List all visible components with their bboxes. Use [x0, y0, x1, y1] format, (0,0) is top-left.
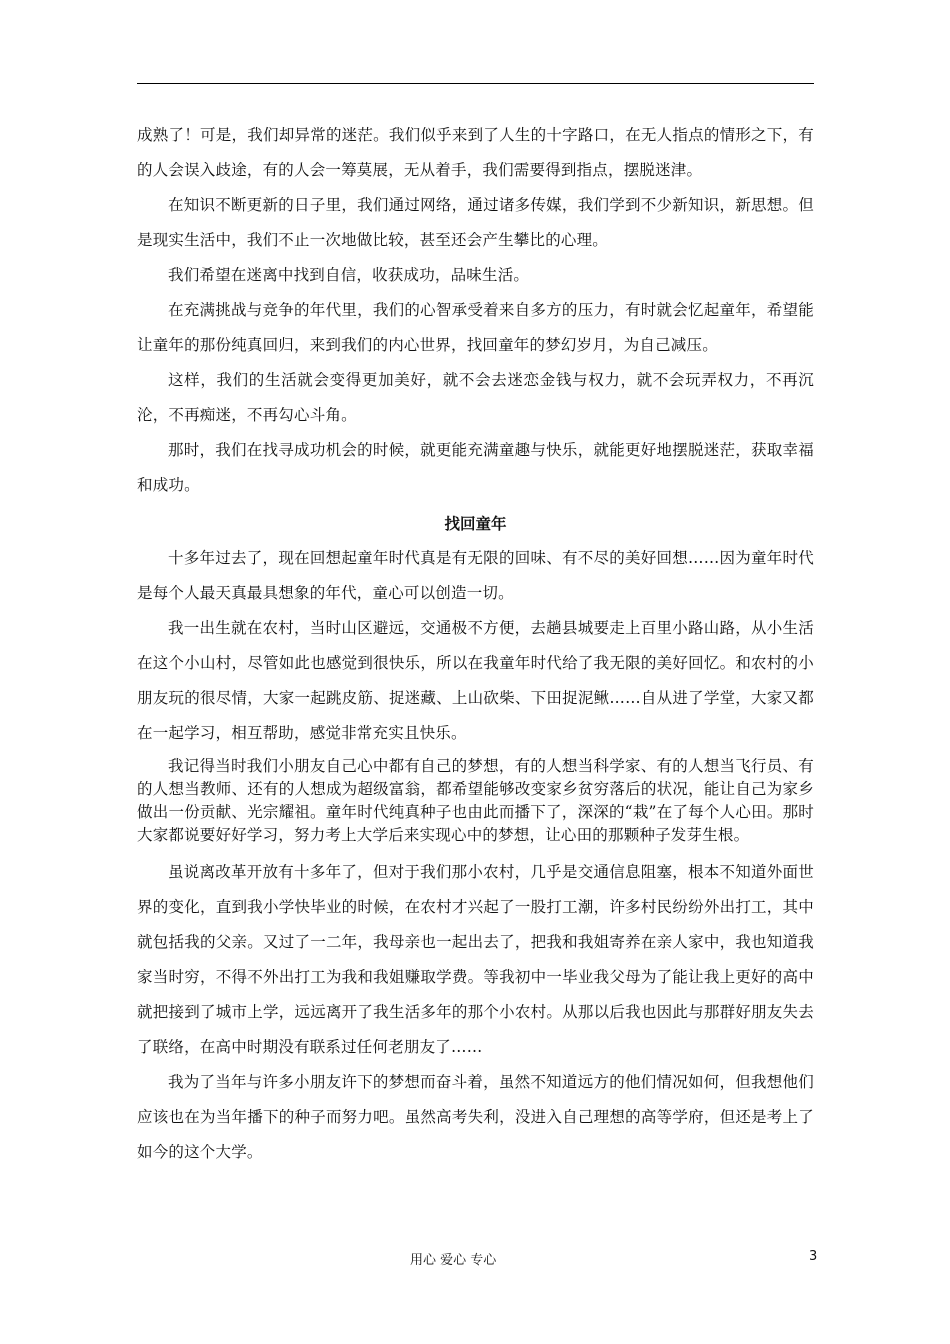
section-title: 找回童年: [444, 515, 507, 533]
paragraph: 在充满挑战与竞争的年代里，我们的心智承受着来自多方的压力，有时就会忆起童年，希望能让童年的那份纯真回归，来到我们的内心世界，找回童年的梦幻岁月，为自己减压。: [137, 301, 814, 354]
header-rule: [137, 83, 814, 84]
paragraph: 成熟了！可是，我们却异常的迷茫。我们似乎来到了人生的十字路口，在无人指点的情形之下，有的人会误入歧途，有的人会一筹莫展，无从着手，我们需要得到指点，摆脱迷津。: [137, 126, 814, 179]
paragraph: 这样，我们的生活就会变得更加美好，就不会去迷恋金钱与权力，就不会玩弄权力，不再沉沦，不再痴迷，不再勾心斗角。: [137, 371, 814, 424]
paragraph: 我们希望在迷离中找到自信，收获成功，品味生活。: [168, 266, 530, 284]
paragraph: 虽说离改革开放有十多年了，但对于我们那小农村，几乎是交通信息阻塞，根本不知道外面世界的变化，直到我小学快毕业的时候，在农村才兴起了一股打工潮，许多村民纷纷外出打工，其中就包括我的父亲。又过了一二年，我母亲也一起出去了，把我和我姐寄养在亲人家中，我也知道我家当时穷，不得不外出打工为我和我姐赚取学费。等我初中一毕业我父母为了能让我上更好的高中就把接到了城市上学，远远离开了我生活多年的那个小农村。从那以后我也因此与那群好朋友失去了联络，在高中时期没有联系过任何老朋友了……: [137, 863, 814, 1056]
paragraph: 我一出生就在农村，当时山区避远，交通极不方便，去趟县城要走上百里小路山路，从小生活在这个小山村，尽管如此也感觉到很快乐，所以在我童年时代给了我无限的美好回忆。和农村的小朋友玩的很尽情，大家一起跳皮筋、捉迷藏、上山砍柴、下田捉泥鳅……自从进了学堂，大家又都在一起学习，相互帮助，感觉非常充实且快乐。: [137, 619, 814, 742]
paragraph: 那时，我们在找寻成功机会的时候，就更能充满童趣与快乐，就能更好地摆脱迷茫，获取幸福和成功。: [137, 441, 814, 494]
paragraph: 我记得当时我们小朋友自己心中都有自己的梦想，有的人想当科学家、有的人想当飞行员、有的人想当教师、还有的人想成为超级富翁，都希望能够改变家乡贫穷落后的状况，能让自己为家乡做出一份贡献、光宗耀祖。童年时代纯真种子也由此而播下了，深深的“栽”在了每个人心田。那时大家都说要好好学习，努力考上大学后来实现心中的梦想，让心田的那颗种子发芽生根。: [137, 757, 814, 844]
paragraph: 十多年过去了，现在回想起童年时代真是有无限的回味、有不尽的美好回想……因为童年时代是每个人最天真最具想象的年代，童心可以创造一切。: [137, 549, 814, 602]
paragraph: 我为了当年与许多小朋友许下的梦想而奋斗着，虽然不知道远方的他们情况如何，但我想他们应该也在为当年播下的种子而努力吧。虽然高考失利，没进入自己理想的高等学府，但还是考上了如今的这个大学。: [137, 1073, 814, 1161]
page-number: 3: [809, 1249, 818, 1264]
paragraph: 在知识不断更新的日子里，我们通过网络，通过诸多传媒，我们学到不少新知识，新思想。但是现实生活中，我们不止一次地做比较，甚至还会产生攀比的心理。: [137, 196, 814, 249]
footer-motto: 用心 爱心 专心: [410, 1253, 497, 1268]
page-body: [137, 118, 814, 1170]
